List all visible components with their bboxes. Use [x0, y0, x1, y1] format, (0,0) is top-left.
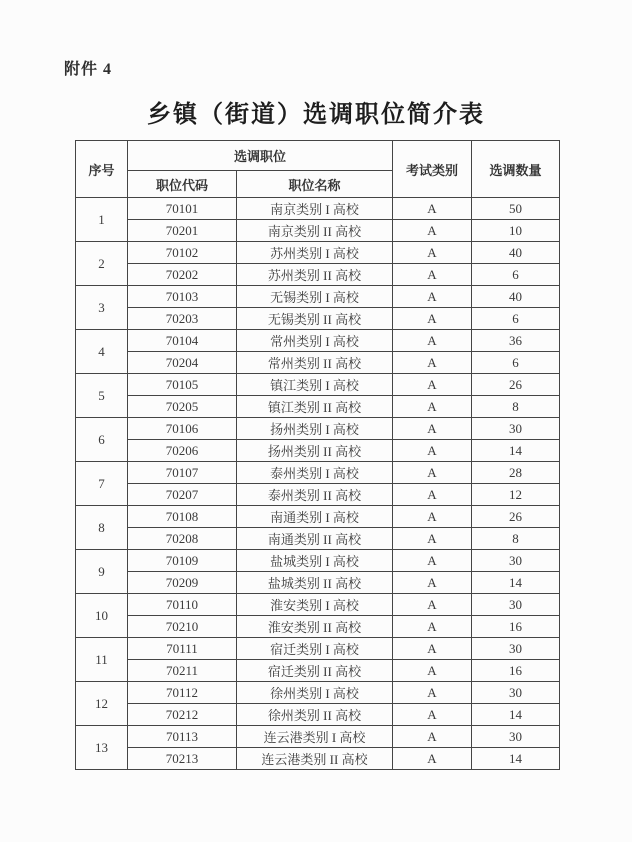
serial-cell: 3	[76, 286, 128, 330]
table-row	[76, 396, 560, 418]
code-cell: 70112	[128, 682, 237, 704]
name-cell: 徐州类别 II 高校	[237, 704, 393, 726]
quantity-cell: 12	[472, 484, 560, 506]
name-cell: 泰州类别 II 高校	[237, 484, 393, 506]
name-cell: 苏州类别 II 高校	[237, 264, 393, 286]
code-cell: 70209	[128, 572, 237, 594]
table-row	[76, 418, 560, 440]
table-row	[76, 198, 560, 220]
table-row	[76, 330, 560, 352]
category-cell: A	[393, 528, 472, 550]
table-row	[76, 594, 560, 616]
code-cell: 70108	[128, 506, 237, 528]
table-row	[76, 484, 560, 506]
quantity-cell: 16	[472, 616, 560, 638]
table-row	[76, 616, 560, 638]
category-cell: A	[393, 308, 472, 330]
table-row	[76, 374, 560, 396]
quantity-cell: 30	[472, 594, 560, 616]
attachment-label: 附件 4	[64, 61, 113, 78]
category-cell: A	[393, 594, 472, 616]
name-cell: 南通类别 II 高校	[237, 528, 393, 550]
table-row	[76, 242, 560, 264]
name-cell: 淮安类别 II 高校	[237, 616, 393, 638]
category-cell: A	[393, 638, 472, 660]
quantity-cell: 26	[472, 374, 560, 396]
code-cell: 70113	[128, 726, 237, 748]
table-row	[76, 286, 560, 308]
category-cell: A	[393, 242, 472, 264]
name-cell: 盐城类别 II 高校	[237, 572, 393, 594]
category-cell: A	[393, 220, 472, 242]
code-cell: 70201	[128, 220, 237, 242]
quantity-cell: 6	[472, 352, 560, 374]
name-cell: 无锡类别 II 高校	[237, 308, 393, 330]
category-cell: A	[393, 198, 472, 220]
code-cell: 70109	[128, 550, 237, 572]
header-position-code: 职位代码	[128, 171, 237, 198]
table-row	[76, 704, 560, 726]
serial-cell: 10	[76, 594, 128, 638]
category-cell: A	[393, 374, 472, 396]
category-cell: A	[393, 682, 472, 704]
category-cell: A	[393, 660, 472, 682]
code-cell: 70207	[128, 484, 237, 506]
code-cell: 70101	[128, 198, 237, 220]
name-cell: 镇江类别 I 高校	[237, 374, 393, 396]
page-title: 乡镇（街道）选调职位简介表	[147, 102, 485, 128]
code-cell: 70110	[128, 594, 237, 616]
code-cell: 70105	[128, 374, 237, 396]
code-cell: 70211	[128, 660, 237, 682]
quantity-cell: 26	[472, 506, 560, 528]
table-row	[76, 440, 560, 462]
header-quantity: 选调数量	[472, 141, 560, 198]
quantity-cell: 8	[472, 396, 560, 418]
header-exam-category: 考试类别	[393, 141, 472, 198]
category-cell: A	[393, 704, 472, 726]
table-row	[76, 352, 560, 374]
category-cell: A	[393, 726, 472, 748]
table-row	[76, 550, 560, 572]
category-cell: A	[393, 418, 472, 440]
quantity-cell: 10	[472, 220, 560, 242]
category-cell: A	[393, 616, 472, 638]
serial-cell: 7	[76, 462, 128, 506]
code-cell: 70103	[128, 286, 237, 308]
code-cell: 70104	[128, 330, 237, 352]
code-cell: 70111	[128, 638, 237, 660]
category-cell: A	[393, 330, 472, 352]
quantity-cell: 28	[472, 462, 560, 484]
name-cell: 盐城类别 I 高校	[237, 550, 393, 572]
table-body	[76, 198, 560, 770]
quantity-cell: 16	[472, 660, 560, 682]
table-row	[76, 726, 560, 748]
serial-cell: 4	[76, 330, 128, 374]
serial-cell: 9	[76, 550, 128, 594]
quantity-cell: 14	[472, 572, 560, 594]
table-row	[76, 660, 560, 682]
quantity-cell: 30	[472, 550, 560, 572]
quantity-cell: 14	[472, 704, 560, 726]
code-cell: 70210	[128, 616, 237, 638]
category-cell: A	[393, 506, 472, 528]
quantity-cell: 6	[472, 308, 560, 330]
quantity-cell: 14	[472, 748, 560, 770]
table-row	[76, 528, 560, 550]
serial-cell: 12	[76, 682, 128, 726]
name-cell: 镇江类别 II 高校	[237, 396, 393, 418]
serial-cell: 1	[76, 198, 128, 242]
name-cell: 扬州类别 I 高校	[237, 418, 393, 440]
name-cell: 宿迁类别 II 高校	[237, 660, 393, 682]
category-cell: A	[393, 440, 472, 462]
quantity-cell: 8	[472, 528, 560, 550]
quantity-cell: 6	[472, 264, 560, 286]
quantity-cell: 30	[472, 418, 560, 440]
name-cell: 南京类别 II 高校	[237, 220, 393, 242]
serial-cell: 8	[76, 506, 128, 550]
quantity-cell: 36	[472, 330, 560, 352]
name-cell: 扬州类别 II 高校	[237, 440, 393, 462]
table-row	[76, 572, 560, 594]
name-cell: 苏州类别 I 高校	[237, 242, 393, 264]
code-cell: 70212	[128, 704, 237, 726]
table-row	[76, 308, 560, 330]
header-serial: 序号	[76, 141, 128, 198]
serial-cell: 11	[76, 638, 128, 682]
quantity-cell: 30	[472, 682, 560, 704]
table-row	[76, 264, 560, 286]
header-position-name: 职位名称	[237, 171, 393, 198]
name-cell: 南通类别 I 高校	[237, 506, 393, 528]
serial-cell: 2	[76, 242, 128, 286]
code-cell: 70208	[128, 528, 237, 550]
serial-cell: 13	[76, 726, 128, 770]
category-cell: A	[393, 286, 472, 308]
quantity-cell: 30	[472, 726, 560, 748]
table-row	[76, 748, 560, 770]
code-cell: 70204	[128, 352, 237, 374]
quantity-cell: 50	[472, 198, 560, 220]
table-row	[76, 682, 560, 704]
category-cell: A	[393, 352, 472, 374]
name-cell: 常州类别 II 高校	[237, 352, 393, 374]
category-cell: A	[393, 462, 472, 484]
quantity-cell: 40	[472, 286, 560, 308]
category-cell: A	[393, 396, 472, 418]
position-table	[75, 140, 560, 770]
category-cell: A	[393, 748, 472, 770]
name-cell: 南京类别 I 高校	[237, 198, 393, 220]
code-cell: 70106	[128, 418, 237, 440]
table-row	[76, 220, 560, 242]
name-cell: 徐州类别 I 高校	[237, 682, 393, 704]
serial-cell: 6	[76, 418, 128, 462]
table-row	[76, 506, 560, 528]
name-cell: 无锡类别 I 高校	[237, 286, 393, 308]
name-cell: 连云港类别 I 高校	[237, 726, 393, 748]
name-cell: 连云港类别 II 高校	[237, 748, 393, 770]
serial-cell: 5	[76, 374, 128, 418]
quantity-cell: 14	[472, 440, 560, 462]
table-row	[76, 638, 560, 660]
code-cell: 70102	[128, 242, 237, 264]
code-cell: 70203	[128, 308, 237, 330]
code-cell: 70107	[128, 462, 237, 484]
code-cell: 70213	[128, 748, 237, 770]
category-cell: A	[393, 484, 472, 506]
header-position-group: 选调职位	[128, 141, 393, 171]
table-row	[76, 462, 560, 484]
name-cell: 常州类别 I 高校	[237, 330, 393, 352]
name-cell: 宿迁类别 I 高校	[237, 638, 393, 660]
header-row-1	[76, 141, 560, 171]
code-cell: 70205	[128, 396, 237, 418]
quantity-cell: 40	[472, 242, 560, 264]
quantity-cell: 30	[472, 638, 560, 660]
code-cell: 70206	[128, 440, 237, 462]
category-cell: A	[393, 550, 472, 572]
name-cell: 淮安类别 I 高校	[237, 594, 393, 616]
category-cell: A	[393, 264, 472, 286]
code-cell: 70202	[128, 264, 237, 286]
category-cell: A	[393, 572, 472, 594]
name-cell: 泰州类别 I 高校	[237, 462, 393, 484]
